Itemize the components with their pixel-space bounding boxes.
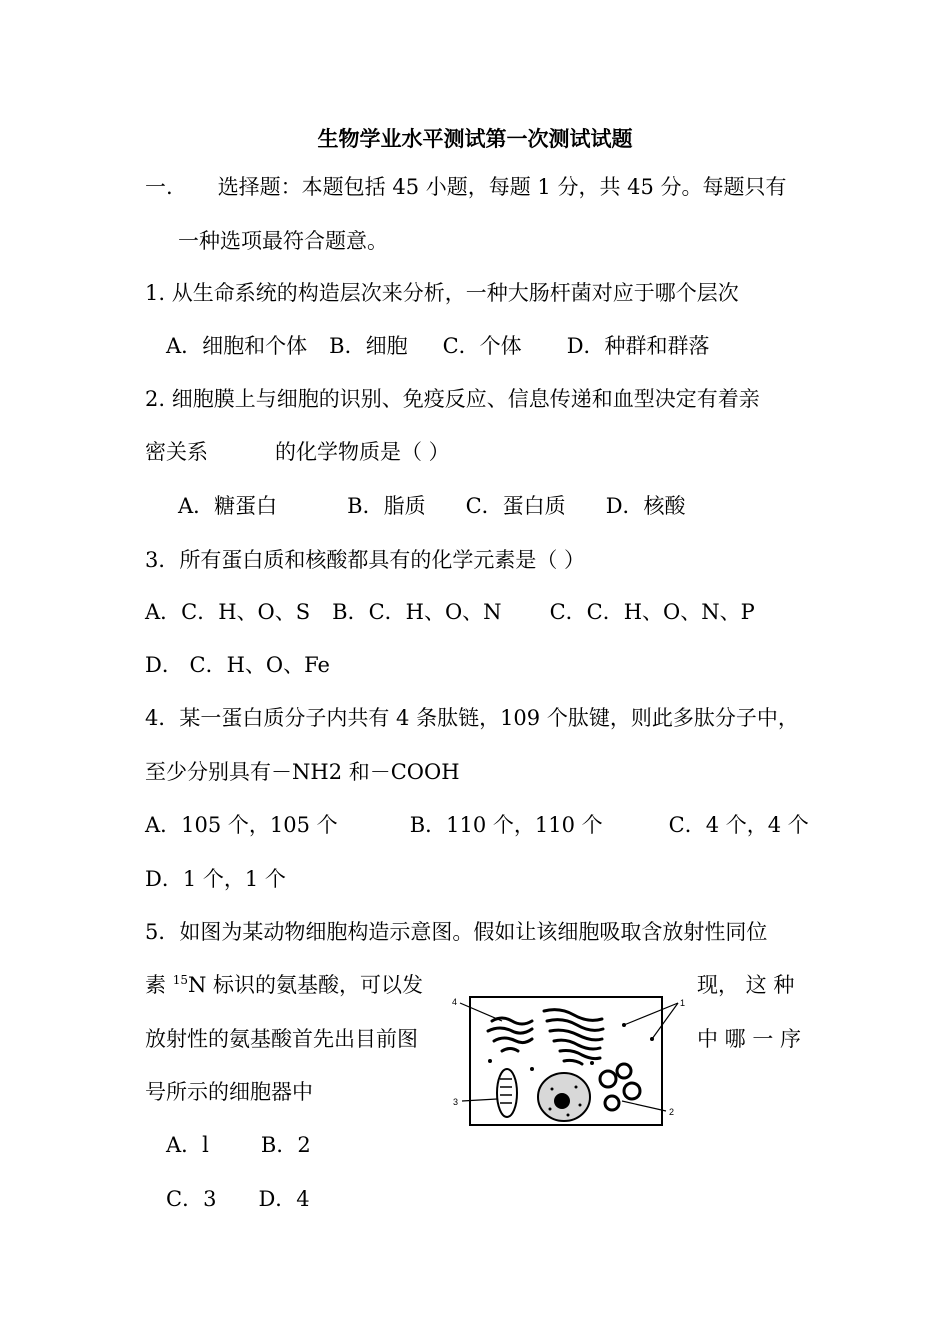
section-heading bbox=[145, 172, 787, 202]
option-b: B．细胞 bbox=[329, 334, 408, 358]
question-3-stem: 3．所有蛋白质和核酸都具有的化学元素是（ ） bbox=[145, 548, 586, 572]
option-d: D． C．H、O、Fe bbox=[145, 653, 330, 677]
vesicles bbox=[600, 1064, 640, 1110]
option-a: A．105 个，105 个 bbox=[145, 813, 338, 837]
cell-diagram bbox=[452, 993, 690, 1131]
section-number: 一. bbox=[145, 175, 173, 199]
section-instructions-cont: 一种选项最符合题意。 bbox=[178, 229, 388, 253]
question-4-stem-line1: 4．某一蛋白质分子内共有 4 条肽链，109 个肽键，则此多肽分子中， bbox=[145, 706, 799, 730]
option-c: C．个体 bbox=[442, 334, 522, 358]
question-2-stem-part-a: 密关系 bbox=[145, 440, 208, 464]
golgi-apparatus bbox=[544, 1010, 603, 1064]
figure-label-4: 4 bbox=[452, 997, 458, 1007]
question-2-stem-part-b: 的化学物质是（ ） bbox=[275, 440, 450, 464]
question-5-stem-line4: 号所示的细胞器中 bbox=[145, 1080, 313, 1104]
cell-diagram-svg bbox=[452, 993, 690, 1131]
figure-label-3: 3 bbox=[453, 1097, 459, 1107]
section-instructions: 选择题：本题包括 45 小题，每题 1 分，共 45 分。每题只有 bbox=[217, 175, 787, 199]
option-a: A．糖蛋白 bbox=[178, 494, 278, 518]
option-c: C．C．H、O、N、P bbox=[549, 600, 755, 624]
question-1-options bbox=[166, 331, 710, 361]
question-2-stem-line2 bbox=[145, 437, 450, 467]
stem-text: 素 bbox=[145, 973, 173, 997]
option-a: A．l bbox=[166, 1133, 209, 1157]
option-b: B．脂质 bbox=[347, 494, 426, 518]
question-5-options-row2 bbox=[166, 1184, 310, 1214]
question-5-stem-line2 bbox=[145, 970, 423, 1000]
question-5-stem-line2-right: 现， 这 种 bbox=[697, 973, 795, 997]
figure-label-2: 2 bbox=[669, 1107, 675, 1117]
mitochondrion bbox=[497, 1069, 517, 1117]
question-4-options-row1 bbox=[145, 810, 809, 840]
isotope-superscript: 15 bbox=[172, 973, 188, 987]
question-5-stem-line1: 5．如图为某动物细胞构造示意图。假如让该细胞吸取含放射性同位 bbox=[145, 920, 768, 944]
question-2-options bbox=[178, 491, 686, 521]
question-3-options-row1 bbox=[145, 597, 755, 627]
option-d: D．核酸 bbox=[605, 494, 686, 518]
question-1-stem: 1. 从生命系统的构造层次来分析，一种大肠杆菌对应于哪个层次 bbox=[145, 281, 739, 305]
option-b: B．C．H、O、N bbox=[332, 600, 502, 624]
question-5-options-row1 bbox=[166, 1130, 311, 1160]
option-a: A．细胞和个体 bbox=[166, 334, 308, 358]
question-5-stem-line3: 放射性的氨基酸首先出目前图 bbox=[145, 1027, 418, 1051]
option-c: C．4 个，4 个 bbox=[668, 813, 809, 837]
option-b: B．110 个，110 个 bbox=[409, 813, 603, 837]
question-5-stem-line3-right: 中 哪 一 序 bbox=[697, 1027, 802, 1051]
page-title: 生物学业水平测试第一次测试试题 bbox=[317, 126, 633, 151]
option-a: A．C．H、O、S bbox=[145, 600, 311, 624]
option-c: C．3 bbox=[166, 1187, 217, 1211]
nucleus bbox=[538, 1073, 590, 1121]
option-d: D．种群和群落 bbox=[566, 334, 710, 358]
question-4-stem-line2: 至少分别具有－NH2 和－COOH bbox=[145, 760, 460, 784]
figure-label-1: 1 bbox=[680, 998, 686, 1008]
option-d: D．1 个，1 个 bbox=[145, 867, 286, 891]
stem-text: N 标识的氨基酸，可以发 bbox=[187, 973, 424, 997]
endoplasmic-reticulum bbox=[488, 1018, 532, 1051]
question-2-stem-line1: 2. 细胞膜上与细胞的识别、免疫反应、信息传递和血型决定有着亲 bbox=[145, 387, 760, 411]
option-c: C．蛋白质 bbox=[465, 494, 566, 518]
option-b: B．2 bbox=[260, 1133, 311, 1157]
option-d: D．4 bbox=[258, 1187, 310, 1211]
